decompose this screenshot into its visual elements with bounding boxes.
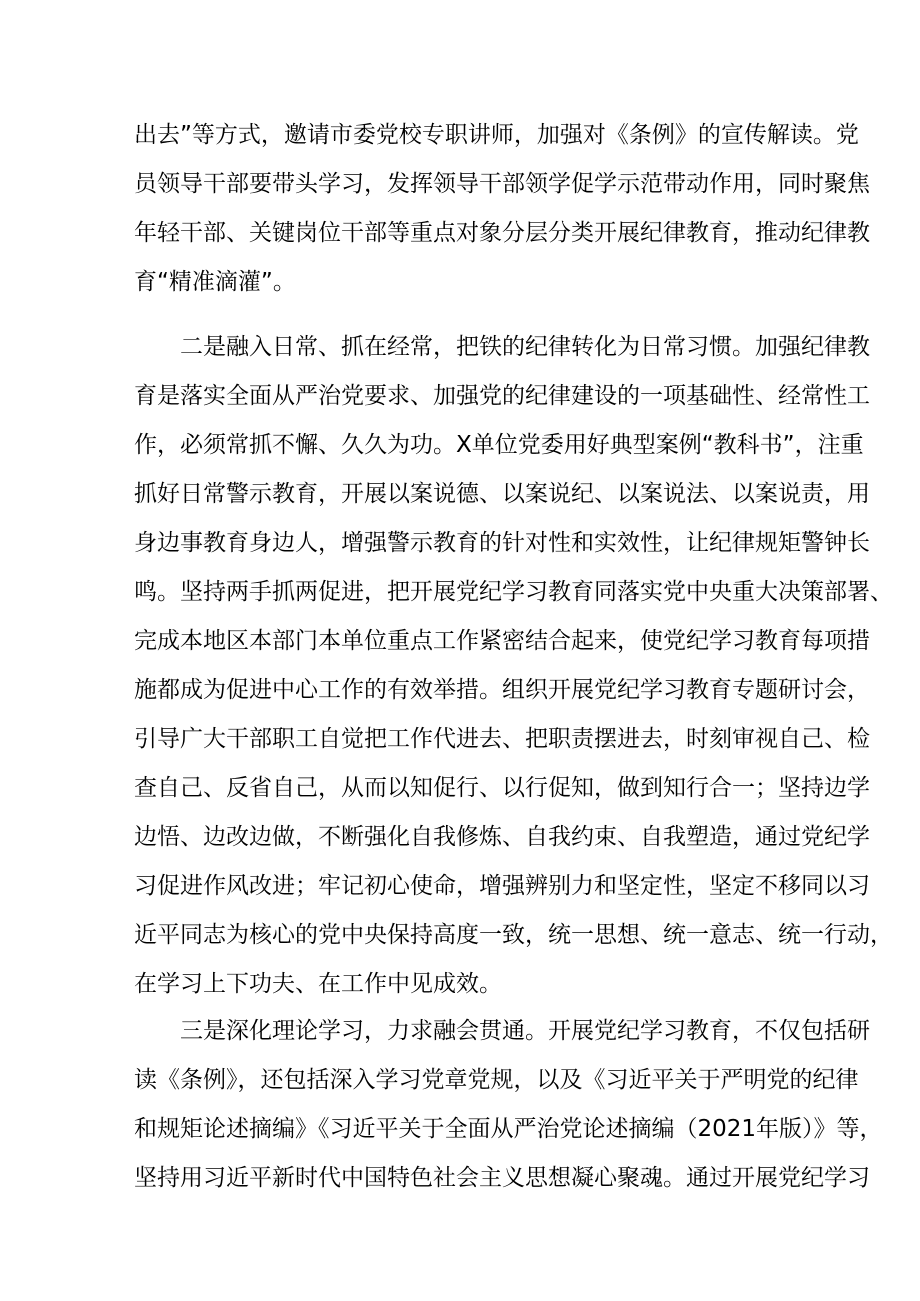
text-line: 近平同志为核心的党中央保持高度一致，统一思想、统一意志、统一行动，	[134, 922, 893, 948]
text-line: 习促进作风改进；牢记初心使命，增强辨别力和坚定性，坚定不移同以习	[134, 873, 870, 899]
text-line: 完成本地区本部门本单位重点工作紧密结合起来，使党纪学习教育每项措	[134, 628, 870, 654]
text-line: 在学习上下功夫、在工作中见成效。	[134, 971, 502, 997]
text-line: 抓好日常警示教育，开展以案说德、以案说纪、以案说法、以案说责，用	[134, 481, 870, 507]
text-line: 鸣。坚持两手抓两促进，把开展党纪学习教育同落实党中央重大决策部署、	[134, 579, 893, 605]
text-line: 查自己、反省自己，从而以知促行、以行促知，做到知行合一；坚持边学	[134, 775, 870, 801]
paragraph-2	[134, 323, 893, 1009]
paragraph-1	[134, 111, 870, 307]
text-line: 三是深化理论学习，力求融会贯通。开展党纪学习教育，不仅包括研	[180, 1018, 870, 1044]
text-line: 和规矩论述摘编》《习近平关于全面从严治党论述摘编（2021年版）》等，	[134, 1116, 883, 1142]
paragraph-3	[134, 1007, 883, 1203]
text-line: 坚持用习近平新时代中国特色社会主义思想凝心聚魂。通过开展党纪学习	[134, 1165, 870, 1191]
text-line: 育“精准滴灌”。	[134, 269, 296, 295]
text-line: 作，必须常抓不懈、久久为功。X单位党委用好典型案例“教科书”，注重	[134, 432, 864, 458]
text-line: 出去”等方式，邀请市委党校专职讲师，加强对《条例》的宣传解读。党	[134, 122, 859, 148]
text-line: 读《条例》，还包括深入学习党章党规，以及《习近平关于严明党的纪律	[134, 1067, 859, 1093]
text-line: 员领导干部要带头学习，发挥领导干部领学促学示范带动作用，同时聚焦	[134, 171, 870, 197]
text-line: 年轻干部、关键岗位干部等重点对象分层分类开展纪律教育，推动纪律教	[134, 220, 870, 246]
text-line: 边悟、边改边做，不断强化自我修炼、自我约束、自我塑造，通过党纪学	[134, 824, 870, 850]
text-line: 身边事教育身边人，增强警示教育的针对性和实效性，让纪律规矩警钟长	[134, 530, 870, 556]
text-line: 引导广大干部职工自觉把工作代进去、把职责摆进去，时刻审视自己、检	[134, 726, 870, 752]
text-line: 育是落实全面从严治党要求、加强党的纪律建设的一项基础性、经常性工	[134, 383, 870, 409]
text-line: 施都成为促进中心工作的有效举措。组织开展党纪学习教育专题研讨会，	[134, 677, 870, 703]
text-line: 二是融入日常、抓在经常，把铁的纪律转化为日常习惯。加强纪律教	[180, 334, 870, 360]
